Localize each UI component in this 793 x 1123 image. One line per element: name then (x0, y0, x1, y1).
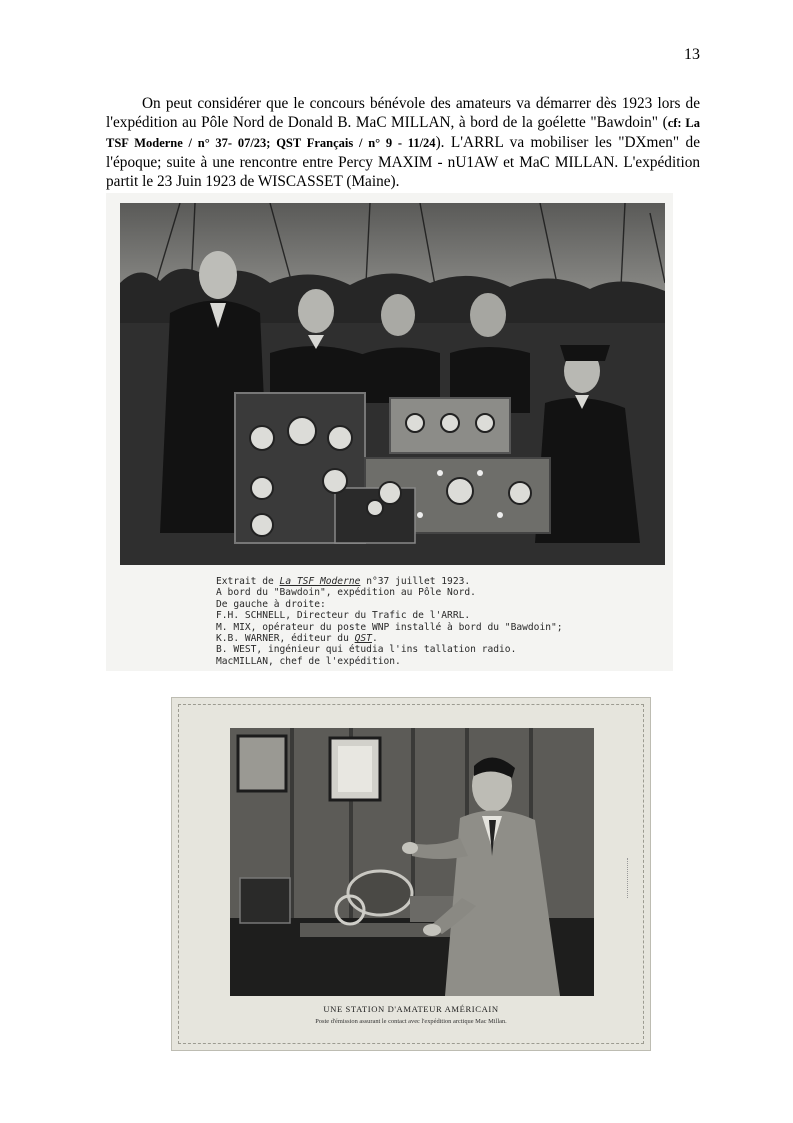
caption-line-6-prefix: K.B. WARNER, éditeur du (216, 633, 355, 645)
intro-text-2: ). L'ARRL va mobiliser les "DXmen" de l'époque; suite à une rencontre entre Percy MAXIM - nU1AW et MaC MILLAN. L'expédition partit le 23 Juin 1923 de WISCASSET (Maine). (106, 134, 700, 190)
margin-mark (627, 858, 632, 898)
page-number: 13 (684, 46, 700, 63)
caption-qst: QST (354, 633, 372, 645)
figure-2-title: UNE STATION D'AMATEUR AMÉRICAIN (323, 1004, 499, 1014)
intro-text-1: On peut considérer que le concours bénévole des amateurs va démarrer dès 1923 lors de l'expédition au Pôle Nord de Donald B. MaC MILLAN, à bord de la goélette "Bawdoin" ( (106, 95, 700, 131)
caption-line-1-prefix: Extrait de (216, 576, 280, 587)
amateur-station-photo (230, 728, 594, 996)
figure-1 (106, 193, 673, 671)
caption-line-6-suffix: . (371, 633, 378, 645)
group-photo (120, 203, 665, 565)
caption-line-7: B. WEST, ingénieur qui étudia l'ins tallation radio. (216, 644, 517, 656)
intro-paragraph (106, 94, 700, 191)
figure-2 (171, 697, 651, 1051)
figure-2-subtitle: Poste d'émission assurant le contact avec l'expédition arctique Mac Millan. (315, 1018, 507, 1025)
figure-1-caption (216, 576, 656, 667)
caption-line-5: M. MIX, opérateur du poste WNP installé à bord du "Bawdoin"; (216, 621, 563, 633)
caption-source: La TSF Moderne (279, 576, 361, 587)
caption-line-4: F.H. SCHNELL, Directeur du Trafic de l'ARRL. (216, 610, 471, 622)
caption-line-2: A bord du "Bawdoin", expédition au Pôle Nord. (216, 587, 476, 599)
caption-line-1-suffix: n°37 juillet 1923. (360, 576, 471, 587)
caption-line-3: De gauche à droite: (216, 598, 326, 610)
caption-line-8: MacMILLAN, chef de l'expédition. (216, 655, 401, 667)
intro-reference: cf: La TSF Moderne / n° 37- 07/23; QST Français / n° 9 - 11/24 (106, 116, 700, 150)
